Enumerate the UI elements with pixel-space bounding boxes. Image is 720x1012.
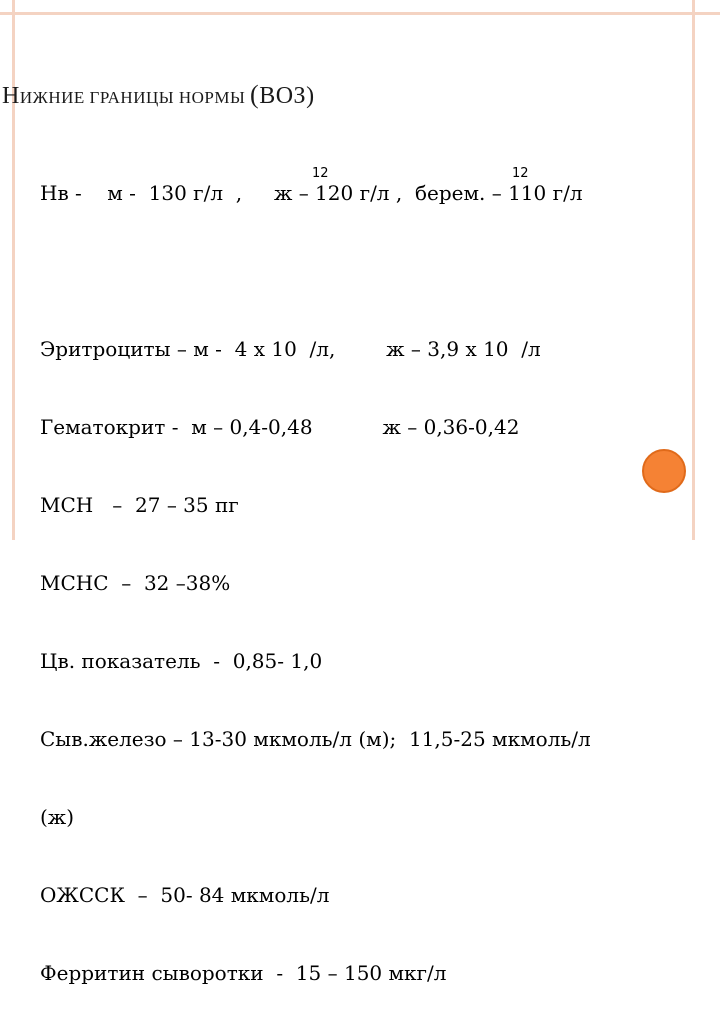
frame-right-border	[692, 0, 695, 540]
slide-body	[40, 128, 690, 1012]
title-rest: ИЖНИЕ ГРАНИЦЫ НОРМЫ	[19, 88, 251, 107]
superscript-exponent-female: 12	[512, 166, 529, 181]
superscript-exponent-male: 12	[312, 166, 329, 181]
line-serum-iron-cont: (ж)	[40, 805, 75, 829]
line-ferritin: Ферритин сыворотки - 15 – 150 мкг/л	[40, 961, 447, 985]
line-hb: Нв - м - 130 г/л , ж – 120 г/л , берем. – 110 г/л	[40, 181, 583, 205]
line-mch: МСН – 27 – 35 пг	[40, 493, 239, 517]
title-paren-text: ВОЗ)	[259, 83, 315, 109]
orange-circle-decoration	[642, 449, 686, 493]
title-paren-open: (	[250, 80, 260, 109]
line-color-index: Цв. показатель - 0,85- 1,0	[40, 649, 323, 673]
line-hematocrit: Гематокрит - м – 0,4-0,48 ж – 0,36-0,42	[40, 415, 520, 439]
line-spacer	[40, 258, 690, 284]
slide-title	[2, 80, 315, 110]
frame-top-border	[0, 12, 720, 15]
line-mchc: МСНС – 32 –38%	[40, 571, 231, 595]
line-tibc: ОЖССК – 50- 84 мкмоль/л	[40, 883, 330, 907]
line-erythrocytes: Эритроциты – м - 4 х 10 /л, ж – 3,9 х 10 /л	[40, 337, 541, 361]
line-serum-iron: Сыв.железо – 13-30 мкмоль/л (м); 11,5-25 мкмоль/л	[40, 727, 591, 751]
title-first-letter: Н	[2, 83, 20, 109]
